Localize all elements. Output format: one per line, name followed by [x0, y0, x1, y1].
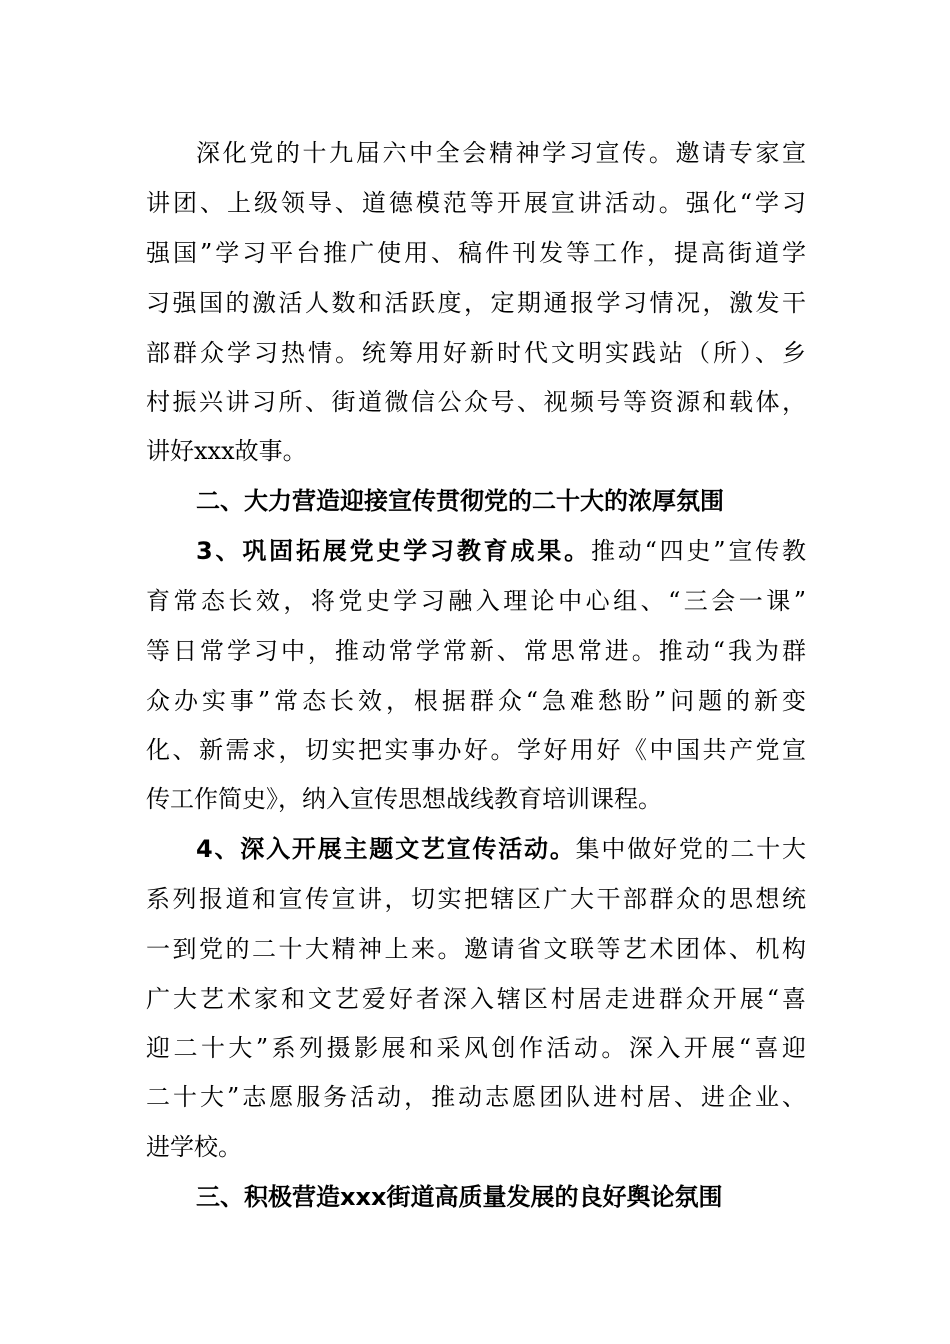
paragraph-1-line-4: 习强国的激活人数和活跃度，定期通报学习情况，激发干	[146, 289, 806, 317]
item-3-line-5: 化、新需求，切实把实事办好。学好用好《中国共产党宣	[146, 736, 806, 764]
paragraph-1-line-5: 部群众学习热情。统筹用好新时代文明实践站（所）、乡	[146, 339, 806, 367]
paragraph-1-line-1: 深化党的十九届六中全会精神学习宣传。邀请专家宣	[196, 139, 806, 167]
item-4-line-1	[196, 829, 806, 869]
item-4-line-5: 迎二十大”系列摄影展和采风创作活动。深入开展“喜迎	[146, 1034, 806, 1062]
item-4-line-2: 系列报道和宣传宣讲，切实把辖区广大干部群众的思想统	[146, 885, 806, 913]
paragraph-1-line-2: 讲团、上级领导、道德模范等开展宣讲活动。强化“学习	[146, 189, 806, 217]
item-4-line-4: 广大艺术家和文艺爱好者深入辖区村居走进群众开展“喜	[146, 985, 806, 1013]
item-3-line-2: 育常态长效，将党史学习融入理论中心组、“三会一课”	[146, 587, 806, 615]
paragraph-1-line-7: 讲好xxx故事。	[146, 437, 307, 465]
paragraph-1-line-3: 强国”学习平台推广使用、稿件刊发等工作，提高街道学	[146, 239, 806, 267]
item-3-first-line-text: 推动“四史”宣传教	[590, 537, 806, 565]
item-3-line-3: 等日常学习中，推动常学常新、常思常进。推动“我为群	[146, 637, 806, 665]
item-4-title: 4、深入开展主题文艺宣传活动。	[196, 835, 576, 863]
item-3-title: 3、巩固拓展党史学习教育成果。	[196, 537, 591, 565]
item-3-line-1	[196, 531, 806, 571]
item-4-first-line-text: 集中做好党的二十大	[575, 835, 807, 863]
item-3-line-4: 众办实事”常态长效，根据群众“急难愁盼”问题的新变	[146, 687, 806, 715]
item-4-line-7: 进学校。	[146, 1133, 242, 1161]
item-4-line-3: 一到党的二十大精神上来。邀请省文联等艺术团体、机构	[146, 935, 806, 963]
item-4-line-6: 二十大”志愿服务活动，推动志愿团队进村居、进企业、	[146, 1083, 806, 1111]
item-3-line-6: 传工作简史》，纳入宣传思想战线教育培训课程。	[146, 785, 662, 813]
section-heading-3: 三、积极营造xxx街道高质量发展的良好舆论氛围	[196, 1183, 723, 1211]
section-heading-2: 二、大力营造迎接宣传贯彻党的二十大的浓厚氛围	[196, 487, 724, 515]
paragraph-1-line-6: 村振兴讲习所、街道微信公众号、视频号等资源和载体，	[146, 388, 806, 416]
